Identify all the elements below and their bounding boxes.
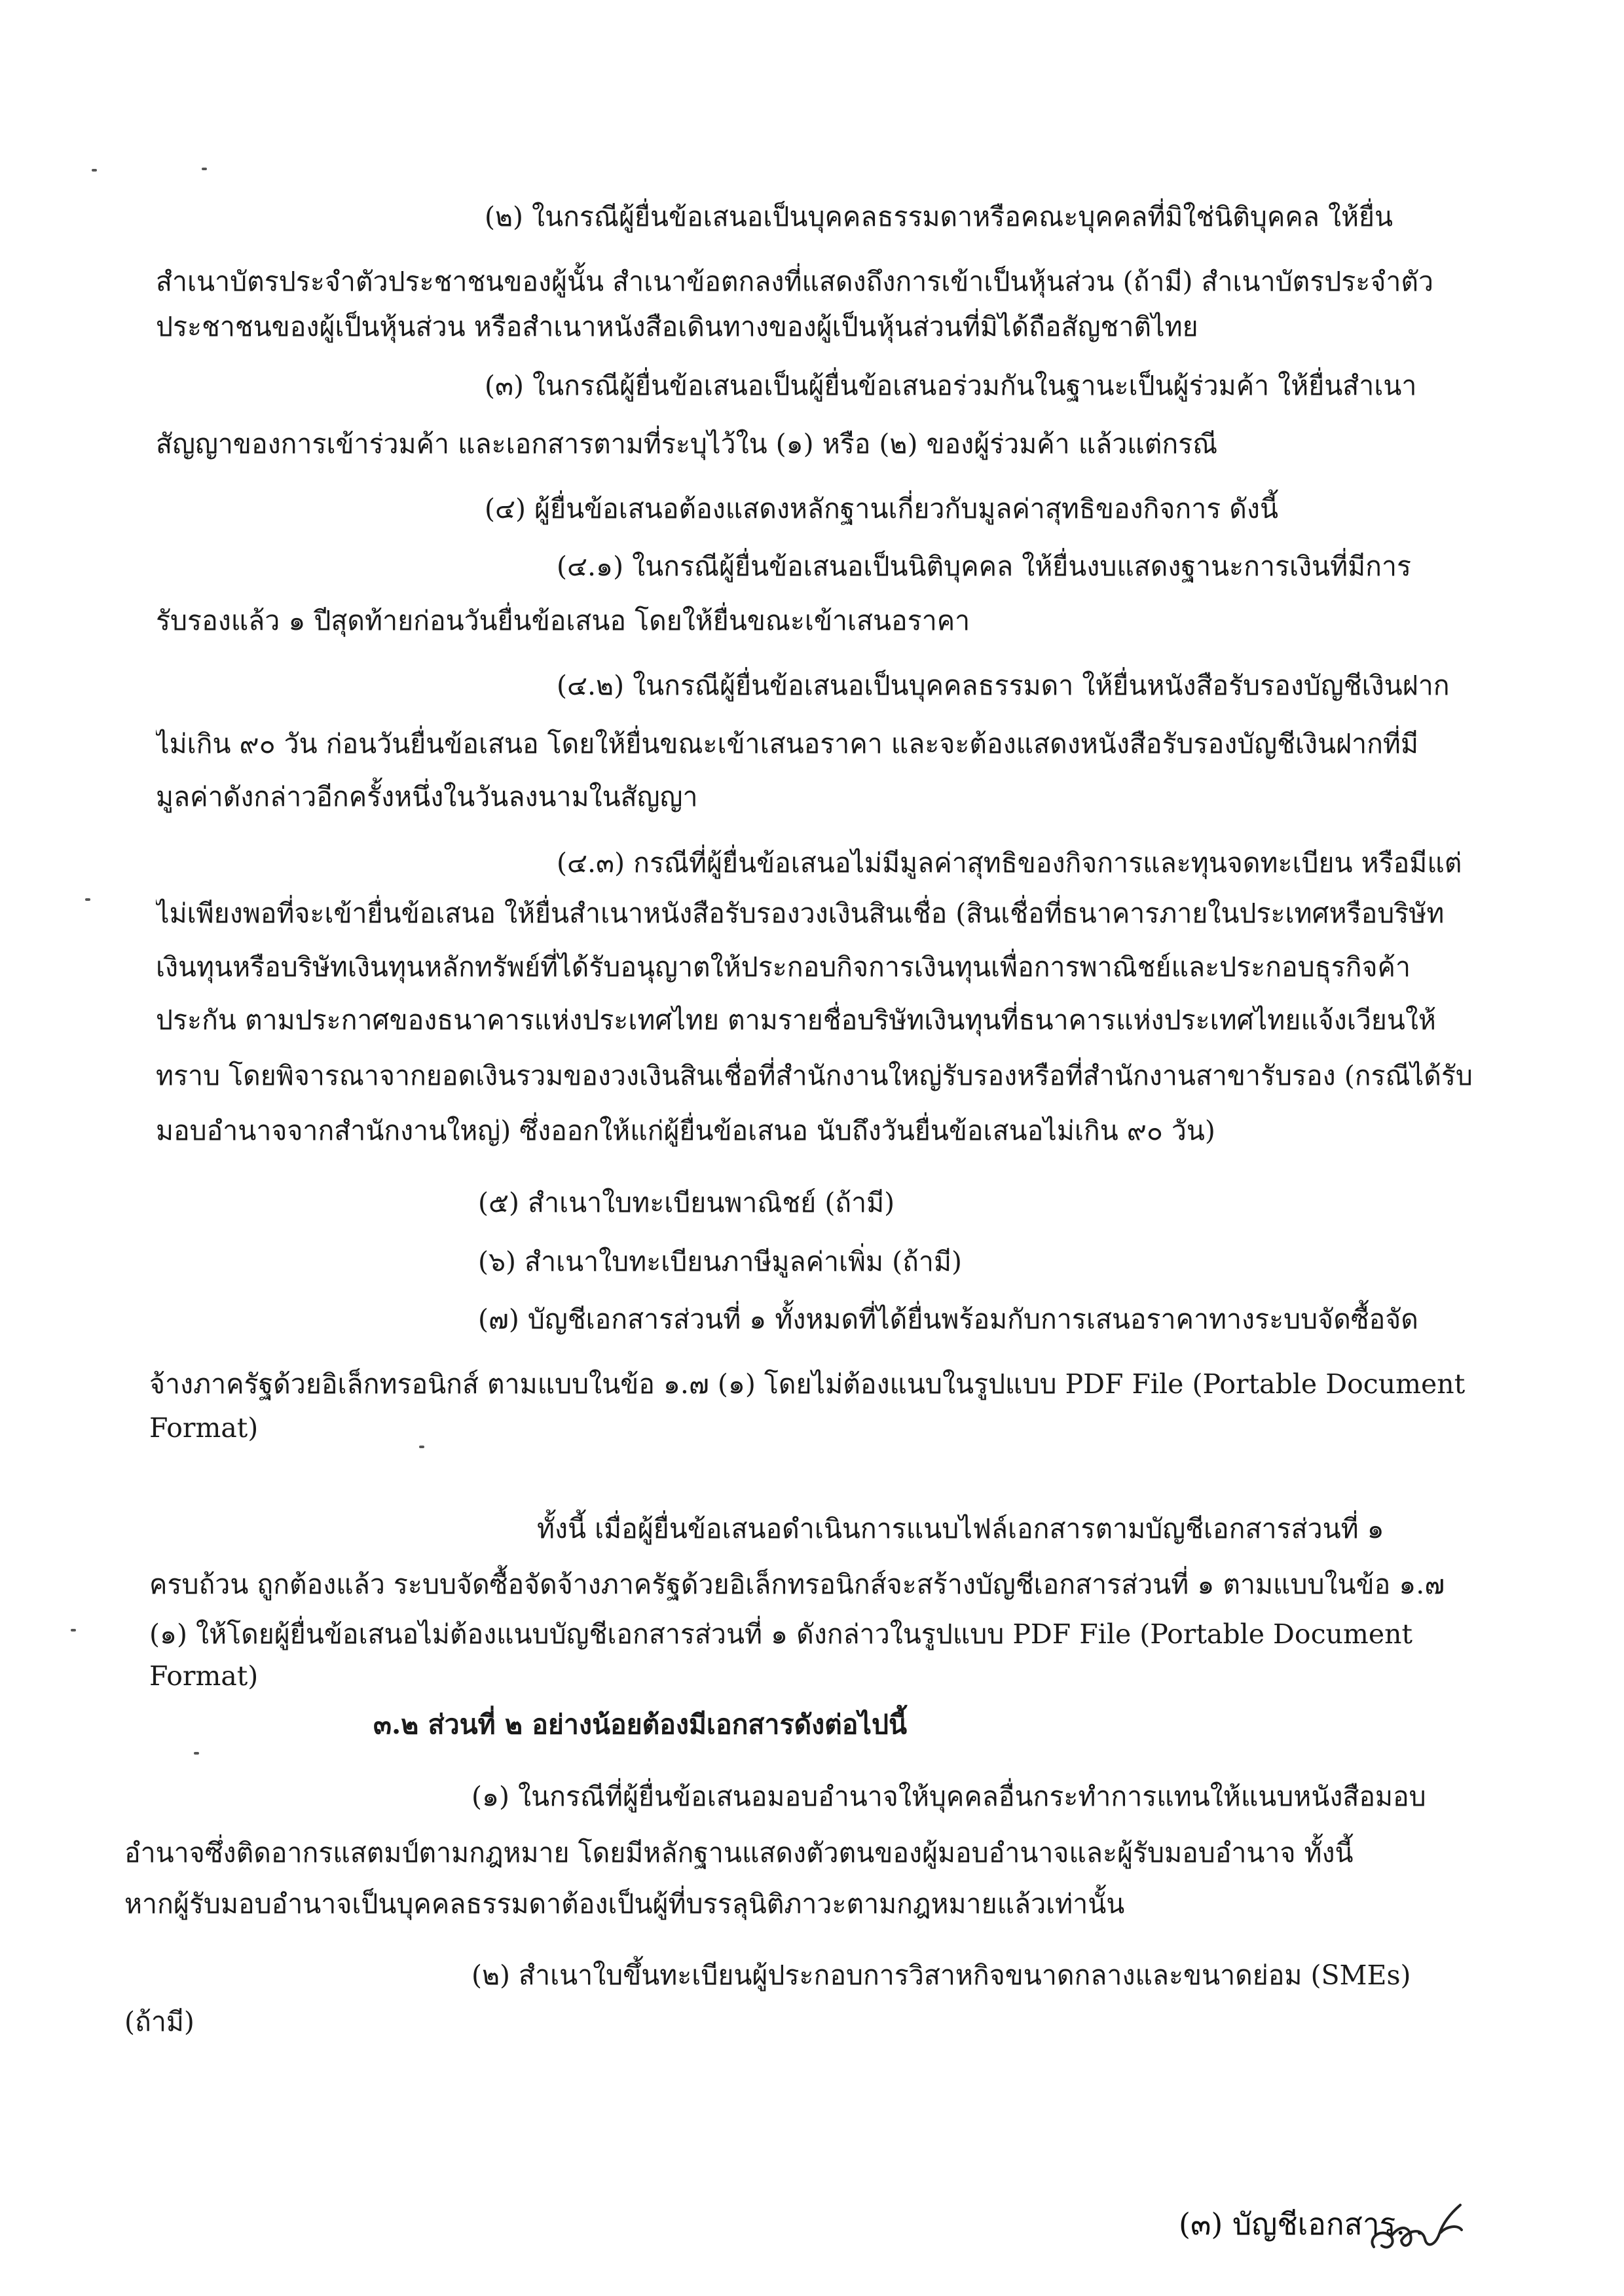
paragraph-line: ทราบ โดยพิจารณาจากยอดเงินรวมของวงเงินสินเชื่อที่สำนักงานใหญ่รับรองหรือที่สำนักงานสาขารับรอง (กรณีได้รับ <box>156 1060 1473 1091</box>
paragraph-line: (๕) สำเนาใบทะเบียนพาณิชย์ (ถ้ามี) <box>478 1187 895 1218</box>
paragraph-line: (๔.๓) กรณีที่ผู้ยื่นข้อเสนอไม่มีมูลค่าสุทธิของกิจการและทุนจดทะเบียน หรือมีแต่ <box>557 847 1462 879</box>
paragraph-line: มูลค่าดังกล่าวอีกครั้งหนึ่งในวันลงนามในสัญญา <box>156 781 698 812</box>
scan-speck <box>71 1629 76 1631</box>
paragraph-line: จ้างภาครัฐด้วยอิเล็กทรอนิกส์ ตามแบบในข้อ ๑.๗ (๑) โดยไม่ต้องแนบในรูปแบบ PDF File (Portable Document <box>149 1368 1466 1400</box>
paragraph-line: ประชาชนของผู้เป็นหุ้นส่วน หรือสำเนาหนังสือเดินทางของผู้เป็นหุ้นส่วนที่มิได้ถือสัญชาติไทย <box>156 311 1198 342</box>
paragraph-line: (ถ้ามี) <box>124 2006 194 2037</box>
scan-speck <box>202 168 207 170</box>
paragraph-line: หากผู้รับมอบอำนาจเป็นบุคคลธรรมดาต้องเป็นผู้ที่บรรลุนิติภาวะตามกฎหมายแล้วเท่านั้น <box>124 1888 1125 1920</box>
paragraph-line: (๔) ผู้ยื่นข้อเสนอต้องแสดงหลักฐานเกี่ยวกับมูลค่าสุทธิของกิจการ ดังนี้ <box>485 493 1278 524</box>
paragraph-line: (๑) ให้โดยผู้ยื่นข้อเสนอไม่ต้องแนบบัญชีเอกสารส่วนที่ ๑ ดังกล่าวในรูปแบบ PDF File (Portable Document <box>149 1618 1412 1650</box>
scan-speck <box>92 169 97 172</box>
section-heading: ๓.๒ ส่วนที่ ๒ อย่างน้อยต้องมีเอกสารดังต่อไปนี้ <box>373 1709 908 1740</box>
paragraph-line: สำเนาบัตรประจำตัวประชาชนของผู้นั้น สำเนาข้อตกลงที่แสดงถึงการเข้าเป็นหุ้นส่วน (ถ้ามี) สำเนาบัตรประจำตัว <box>156 266 1434 297</box>
scan-speck <box>194 1752 199 1755</box>
paragraph-line: (๑) ในกรณีที่ผู้ยื่นข้อเสนอมอบอำนาจให้บุคคลอื่นกระทำการแทนให้แนบหนังสือมอบ <box>471 1781 1426 1812</box>
paragraph-line: เงินทุนหรือบริษัทเงินทุนหลักทรัพย์ที่ได้รับอนุญาตให้ประกอบกิจการเงินทุนเพื่อการพาณิชย์และประกอบธุรกิจค้า <box>156 951 1411 983</box>
continuation-marker: (๓) บัญชีเอกสาร... <box>1179 2206 1425 2242</box>
paragraph-line: ไม่เกิน ๙๐ วัน ก่อนวันยื่นข้อเสนอ โดยให้ยื่นขณะเข้าเสนอราคา และจะต้องแสดงหนังสือรับรองบัญชีเงินฝากที่มี <box>156 728 1418 759</box>
paragraph-line: สัญญาของการเข้าร่วมค้า และเอกสารตามที่ระบุไว้ใน (๑) หรือ (๒) ของผู้ร่วมค้า แล้วแต่กรณี <box>156 428 1218 460</box>
paragraph-line: (๗) บัญชีเอกสารส่วนที่ ๑ ทั้งหมดที่ได้ยื่นพร้อมกับการเสนอราคาทางระบบจัดซื้อจัด <box>478 1303 1418 1335</box>
handwritten-initials <box>1362 2187 1467 2259</box>
paragraph-line: (๔.๑) ในกรณีผู้ยื่นข้อเสนอเป็นนิติบุคคล ให้ยื่นงบแสดงฐานะการเงินที่มีการ <box>557 551 1411 582</box>
paragraph-line: ครบถ้วน ถูกต้องแล้ว ระบบจัดซื้อจัดจ้างภาครัฐด้วยอิเล็กทรอนิกส์จะสร้างบัญชีเอกสารส่วนที่ ๑ ตามแบบในข้อ ๑.๗ <box>149 1569 1445 1600</box>
paragraph-line: Format) <box>149 1412 259 1444</box>
paragraph-line: ทั้งนี้ เมื่อผู้ยื่นข้อเสนอดำเนินการแนบไฟล์เอกสารตามบัญชีเอกสารส่วนที่ ๑ <box>537 1513 1384 1544</box>
paragraph-line: รับรองแล้ว ๑ ปีสุดท้ายก่อนวันยื่นข้อเสนอ โดยให้ยื่นขณะเข้าเสนอราคา <box>156 605 970 636</box>
paragraph-line: มอบอำนาจจากสำนักงานใหญ่) ซึ่งออกให้แก่ผู้ยื่นข้อเสนอ นับถึงวันยื่นข้อเสนอไม่เกิน ๙๐ วัน) <box>156 1115 1215 1146</box>
paragraph-line: (๔.๒) ในกรณีผู้ยื่นข้อเสนอเป็นบุคคลธรรมดา ให้ยื่นหนังสือรับรองบัญชีเงินฝาก <box>557 670 1450 701</box>
paragraph-line: (๒) ในกรณีผู้ยื่นข้อเสนอเป็นบุคคลธรรมดาหรือคณะบุคคลที่มิใช่นิติบุคคล ให้ยื่น <box>485 201 1393 232</box>
scan-speck <box>85 898 90 901</box>
paragraph-line: ประกัน ตามประกาศของธนาคารแห่งประเทศไทย ตามรายชื่อบริษัทเงินทุนที่ธนาคารแห่งประเทศไทยแจ้งเวียนให้ <box>156 1004 1436 1036</box>
paragraph-line: อำนาจซึ่งติดอากรแสตมป์ตามกฎหมาย โดยมีหลักฐานแสดงตัวตนของผู้มอบอำนาจและผู้รับมอบอำนาจ ทั้งนี้ <box>124 1837 1354 1868</box>
paragraph-line: (๖) สำเนาใบทะเบียนภาษีมูลค่าเพิ่ม (ถ้ามี) <box>478 1246 962 1277</box>
paragraph-line: Format) <box>149 1660 259 1692</box>
paragraph-line: (๓) ในกรณีผู้ยื่นข้อเสนอเป็นผู้ยื่นข้อเสนอร่วมกันในฐานะเป็นผู้ร่วมค้า ให้ยื่นสำเนา <box>485 370 1417 401</box>
paragraph-line: ไม่เพียงพอที่จะเข้ายื่นข้อเสนอ ให้ยื่นสำเนาหนังสือรับรองวงเงินสินเชื่อ (สินเชื่อที่ธนาคารภายในประเทศหรือบริษัท <box>156 898 1445 929</box>
paragraph-line: (๒) สำเนาใบขึ้นทะเบียนผู้ประกอบการวิสาหกิจขนาดกลางและขนาดย่อม (SMEs) <box>471 1959 1411 1991</box>
